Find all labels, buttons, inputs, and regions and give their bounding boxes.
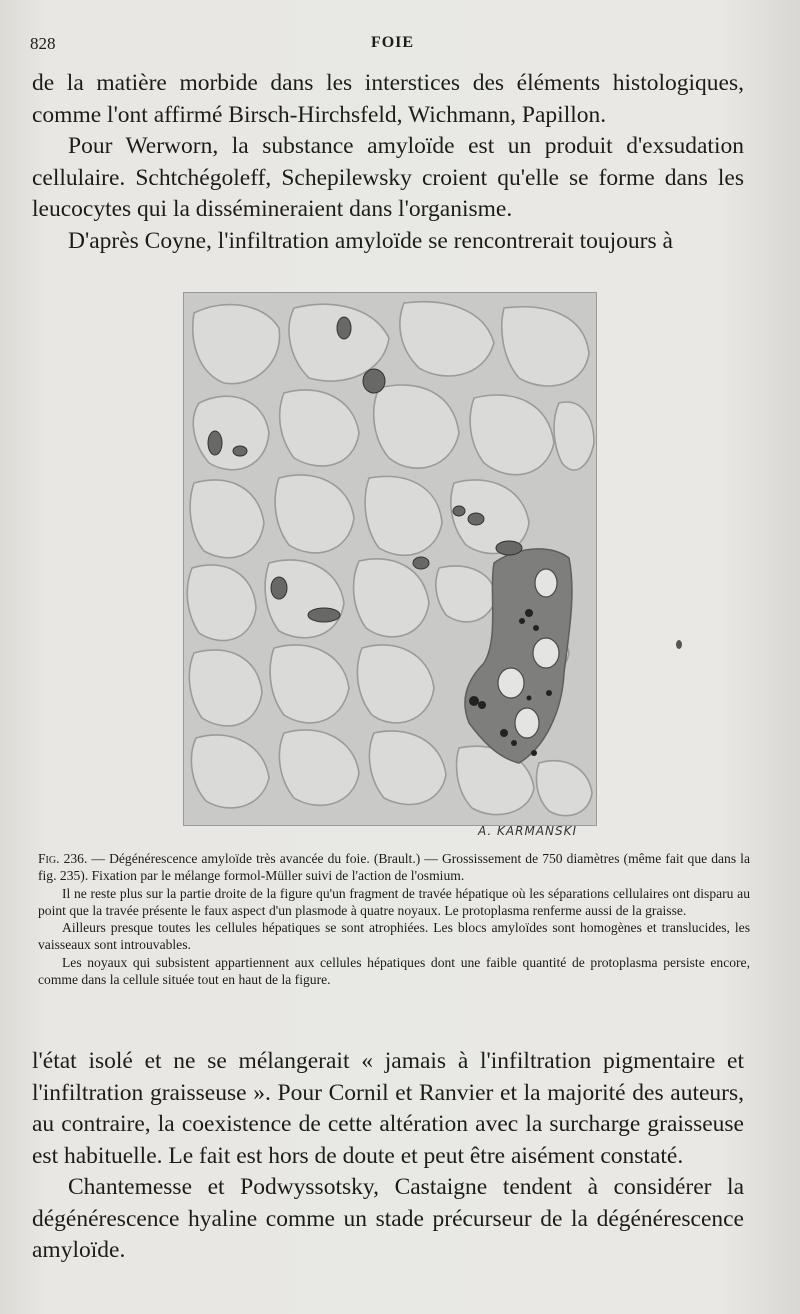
caption-line — [38, 850, 750, 885]
top-body-text — [32, 68, 744, 257]
paragraph: Pour Werworn, la substance amyloïde est un produit d'exsudation cellulaire. Schtchégoleff, Schepilewsky croient qu'elle se forme dans les leucocytes qui la dissémineraient dans l'organisme. — [32, 133, 744, 222]
histology-figure — [183, 292, 597, 826]
caption-paragraph: Il ne reste plus sur la partie droite de la figure qu'un fragment de travée hépatique où les séparations cellulaires ont disparu au point que la travée présente le faux aspect d'un plasmode à quatre noyaux. Le protoplasma renferme aussi de la graisse. — [38, 885, 750, 918]
caption-paragraph: Ailleurs presque toutes les cellules hépatiques se sont atrophiées. Les blocs amyloïdes sont homogènes et translucides, les vaisseaux sont introuvables. — [38, 920, 750, 953]
page-number: 828 — [30, 34, 56, 53]
stray-ink-dot — [676, 640, 682, 649]
paragraph: l'état isolé et ne se mélangerait « jamais à l'infiltration pigmentaire et l'infiltration graisseuse ». Pour Cornil et Ranvier et la majorité des auteurs, au contraire, la coexistence de cette altération avec la surcharge graisseuse est habituelle. Le fait est hors de doute et peut être aisément constaté. — [32, 1048, 744, 1169]
caption-paragraph: Les noyaux qui subsistent appartiennent aux cellules hépatiques dont une faible quantité de protoplasma persiste encore, comme dans la cellule située tout en haut de la figure. — [38, 954, 750, 988]
running-title: FOIE — [370, 34, 415, 51]
figure-caption — [38, 850, 750, 988]
bottom-body-text — [32, 1046, 744, 1267]
caption-text: — Dégénérescence amyloïde très avancée du foie. (Brault.) — Grossissement de 750 diamètres (même fait que dans la fig. 235). Fixation par le mélange formol-Müller suivi de l'action de l'osmium. — [38, 851, 750, 884]
page-header — [30, 34, 755, 54]
artist-signature: A. KARMANSKI — [478, 824, 578, 838]
paragraph: D'après Coyne, l'infiltration amyloïde se rencontrerait toujours à — [68, 227, 673, 254]
paragraph: de la matière morbide dans les interstices des éléments histologiques, comme l'ont affirmé Birsch-Hirchsfeld, Wichmann, Papillon. — [32, 70, 744, 128]
liver-tissue-illustration — [184, 293, 596, 825]
figure-label: Fig. 236. — [38, 851, 88, 866]
paragraph: Chantemesse et Podwyssotsky, Castaigne tendent à considérer la dégénérescence hyaline comme un stade précurseur de la dégénérescence amyloïde. — [32, 1174, 744, 1263]
